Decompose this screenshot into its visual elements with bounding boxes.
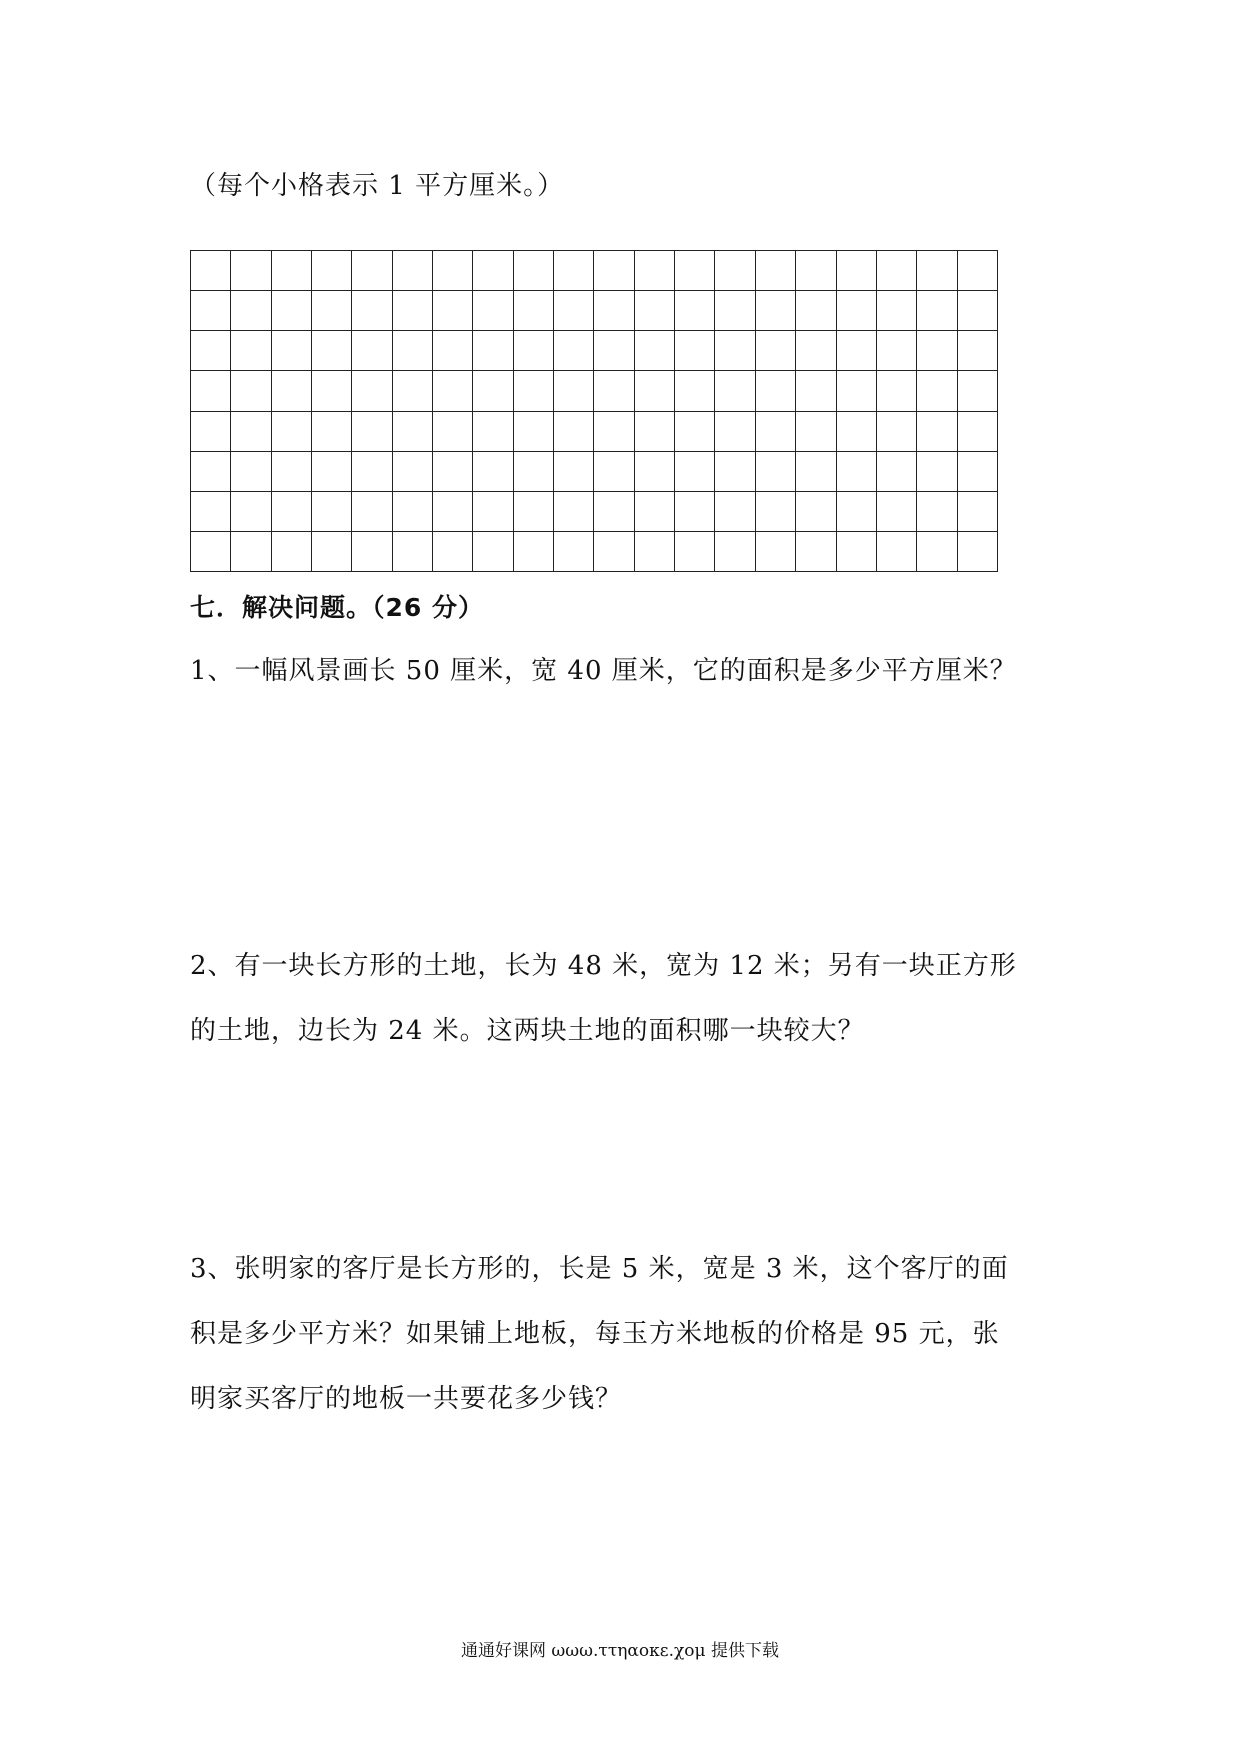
grid-cell bbox=[312, 451, 352, 491]
grid-cell bbox=[634, 291, 674, 331]
grid-cell bbox=[675, 531, 715, 571]
grid-cell bbox=[433, 451, 473, 491]
grid-cell bbox=[191, 251, 231, 291]
grid-cell bbox=[755, 251, 795, 291]
grid-cell bbox=[836, 451, 876, 491]
grid-cell bbox=[836, 491, 876, 531]
grid-cell bbox=[675, 331, 715, 371]
grid-row bbox=[191, 371, 998, 411]
grid-cell bbox=[473, 371, 513, 411]
grid-cell bbox=[917, 371, 957, 411]
grid-cell bbox=[876, 451, 916, 491]
grid-cell bbox=[836, 251, 876, 291]
grid-cell bbox=[312, 491, 352, 531]
grid-cell bbox=[312, 291, 352, 331]
grid-cell bbox=[796, 531, 836, 571]
grid-cell bbox=[554, 491, 594, 531]
grid-cell bbox=[876, 371, 916, 411]
grid-cell bbox=[352, 411, 392, 451]
grid-cell bbox=[433, 531, 473, 571]
question-2-line-1: 2、有一块长方形的土地，长为 48 米，宽为 12 米；另有一块正方形 bbox=[190, 951, 1017, 981]
grid-cell bbox=[755, 331, 795, 371]
grid-cell bbox=[917, 251, 957, 291]
question-2-line-2: 的土地，边长为 24 米。这两块土地的面积哪一块较大？ bbox=[190, 1016, 865, 1046]
grid-cell bbox=[957, 371, 997, 411]
grid-cell bbox=[755, 411, 795, 451]
grid-cell bbox=[433, 411, 473, 451]
grid-cell bbox=[836, 531, 876, 571]
grid-cell bbox=[191, 411, 231, 451]
section-title: 七．解决问题。（26 分） bbox=[190, 593, 484, 622]
grid-cell bbox=[312, 411, 352, 451]
grid-cell bbox=[352, 291, 392, 331]
grid-cell bbox=[957, 291, 997, 331]
grid-cell bbox=[473, 531, 513, 571]
grid-cell bbox=[433, 251, 473, 291]
footer-source: 通通好课网 ωωω.ττηαοκε.χομ 提供下载 bbox=[461, 1641, 779, 1661]
grid-cell bbox=[755, 371, 795, 411]
grid-cell bbox=[675, 291, 715, 331]
grid-cell bbox=[231, 411, 271, 451]
grid-cell bbox=[755, 291, 795, 331]
grid-cell bbox=[634, 451, 674, 491]
grid-cell bbox=[957, 331, 997, 371]
grid-cell bbox=[594, 371, 634, 411]
grid-cell bbox=[433, 371, 473, 411]
grid-cell bbox=[715, 331, 755, 371]
grid-cell bbox=[836, 411, 876, 451]
grid-cell bbox=[352, 451, 392, 491]
grid-cell bbox=[917, 291, 957, 331]
question-3-line-2: 积是多少平方米？如果铺上地板，每玉方米地板的价格是 95 元，张 bbox=[190, 1319, 1000, 1349]
grid-cell bbox=[191, 291, 231, 331]
grid-cell bbox=[957, 451, 997, 491]
grid-cell bbox=[191, 491, 231, 531]
grid-cell bbox=[594, 531, 634, 571]
grid-cell bbox=[191, 331, 231, 371]
grid-cell bbox=[231, 371, 271, 411]
question-1: 1、一幅风景画长 50 厘米，宽 40 厘米，它的面积是多少平方厘米？ bbox=[190, 656, 1017, 686]
grid-cell bbox=[513, 251, 553, 291]
grid-cell bbox=[675, 371, 715, 411]
grid-cell bbox=[473, 451, 513, 491]
grid-cell bbox=[312, 251, 352, 291]
grid-cell bbox=[675, 491, 715, 531]
grid-cell bbox=[433, 331, 473, 371]
grid-cell bbox=[554, 531, 594, 571]
grid-cell bbox=[392, 531, 432, 571]
grid-cell bbox=[392, 331, 432, 371]
grid-cell bbox=[594, 291, 634, 331]
grid-cell bbox=[392, 411, 432, 451]
grid-row bbox=[191, 251, 998, 291]
grid-cell bbox=[312, 531, 352, 571]
grid-cell bbox=[876, 291, 916, 331]
grid-cell bbox=[715, 291, 755, 331]
grid-cell bbox=[715, 491, 755, 531]
grid-cell bbox=[352, 251, 392, 291]
grid-cell bbox=[352, 531, 392, 571]
grid-cell bbox=[231, 531, 271, 571]
grid-cell bbox=[594, 491, 634, 531]
grid-cell bbox=[715, 451, 755, 491]
grid-cell bbox=[796, 491, 836, 531]
grid-cell bbox=[271, 531, 311, 571]
grid-cell bbox=[513, 331, 553, 371]
grid-row bbox=[191, 531, 998, 571]
grid-cell bbox=[796, 331, 836, 371]
grid-cell bbox=[675, 451, 715, 491]
grid-cell bbox=[876, 491, 916, 531]
grid-cell bbox=[957, 251, 997, 291]
grid-cell bbox=[352, 331, 392, 371]
grid-cell bbox=[634, 411, 674, 451]
grid-cell bbox=[836, 291, 876, 331]
grid-cell bbox=[513, 291, 553, 331]
grid-cell bbox=[554, 331, 594, 371]
grid-cell bbox=[271, 251, 311, 291]
question-3-line-1: 3、张明家的客厅是长方形的，长是 5 米，宽是 3 米，这个客厅的面 bbox=[190, 1254, 1009, 1284]
grid-cell bbox=[917, 411, 957, 451]
grid-cell bbox=[352, 371, 392, 411]
grid-cell bbox=[836, 331, 876, 371]
grid-cell bbox=[433, 491, 473, 531]
square-grid bbox=[190, 250, 998, 572]
grid-cell bbox=[312, 371, 352, 411]
grid-cell bbox=[836, 371, 876, 411]
grid-cell bbox=[634, 331, 674, 371]
grid-cell bbox=[392, 291, 432, 331]
grid-cell bbox=[675, 251, 715, 291]
grid-cell bbox=[917, 451, 957, 491]
grid-cell bbox=[594, 451, 634, 491]
grid-cell bbox=[594, 411, 634, 451]
grid-cell bbox=[796, 371, 836, 411]
grid-cell bbox=[191, 531, 231, 571]
grid-cell bbox=[755, 451, 795, 491]
grid-cell bbox=[271, 451, 311, 491]
grid-cell bbox=[513, 451, 553, 491]
grid-cell bbox=[876, 411, 916, 451]
grid-cell bbox=[513, 491, 553, 531]
grid-cell bbox=[755, 531, 795, 571]
grid-row bbox=[191, 491, 998, 531]
grid-cell bbox=[554, 251, 594, 291]
grid-cell bbox=[231, 331, 271, 371]
grid-cell bbox=[473, 491, 513, 531]
grid-cell bbox=[715, 411, 755, 451]
grid-cell bbox=[876, 531, 916, 571]
grid-cell bbox=[392, 451, 432, 491]
grid-row bbox=[191, 451, 998, 491]
grid-cell bbox=[513, 411, 553, 451]
grid-cell bbox=[715, 251, 755, 291]
grid-cell bbox=[191, 451, 231, 491]
grid-note: （每个小格表示 1 平方厘米。） bbox=[190, 171, 565, 201]
question-3-line-3: 明家买客厅的地板一共要花多少钱？ bbox=[190, 1384, 623, 1414]
grid-cell bbox=[594, 251, 634, 291]
grid-cell bbox=[271, 411, 311, 451]
grid-cell bbox=[917, 531, 957, 571]
grid-cell bbox=[796, 291, 836, 331]
grid-row bbox=[191, 291, 998, 331]
grid-cell bbox=[554, 371, 594, 411]
grid-cell bbox=[352, 491, 392, 531]
grid-cell bbox=[191, 371, 231, 411]
grid-cell bbox=[715, 371, 755, 411]
grid-cell bbox=[554, 411, 594, 451]
grid-cell bbox=[917, 491, 957, 531]
grid-cell bbox=[796, 411, 836, 451]
grid-cell bbox=[513, 531, 553, 571]
grid-cell bbox=[271, 331, 311, 371]
grid-cell bbox=[755, 491, 795, 531]
grid-cell bbox=[554, 291, 594, 331]
grid-row bbox=[191, 331, 998, 371]
grid-cell bbox=[957, 491, 997, 531]
grid-cell bbox=[876, 331, 916, 371]
grid-cell bbox=[231, 451, 271, 491]
grid-cell bbox=[554, 451, 594, 491]
grid-cell bbox=[634, 251, 674, 291]
grid-cell bbox=[231, 291, 271, 331]
grid-row bbox=[191, 411, 998, 451]
grid-cell bbox=[634, 371, 674, 411]
grid-cell bbox=[312, 331, 352, 371]
grid-cell bbox=[957, 531, 997, 571]
grid-cell bbox=[473, 291, 513, 331]
grid-cell bbox=[392, 371, 432, 411]
grid-cell bbox=[473, 331, 513, 371]
grid-cell bbox=[715, 531, 755, 571]
grid-cell bbox=[231, 491, 271, 531]
grid-cell bbox=[231, 251, 271, 291]
grid-cell bbox=[876, 251, 916, 291]
grid-cell bbox=[271, 491, 311, 531]
grid-cell bbox=[796, 251, 836, 291]
grid-cell bbox=[473, 411, 513, 451]
grid-cell bbox=[634, 531, 674, 571]
grid-cell bbox=[796, 451, 836, 491]
grid-cell bbox=[957, 411, 997, 451]
grid-cell bbox=[433, 291, 473, 331]
grid-cell bbox=[473, 251, 513, 291]
grid-cell bbox=[271, 291, 311, 331]
grid-cell bbox=[917, 331, 957, 371]
grid-cell bbox=[392, 251, 432, 291]
grid-cell bbox=[594, 331, 634, 371]
grid-cell bbox=[271, 371, 311, 411]
grid-cell bbox=[513, 371, 553, 411]
grid-cell bbox=[675, 411, 715, 451]
grid-cell bbox=[392, 491, 432, 531]
grid-cell bbox=[634, 491, 674, 531]
